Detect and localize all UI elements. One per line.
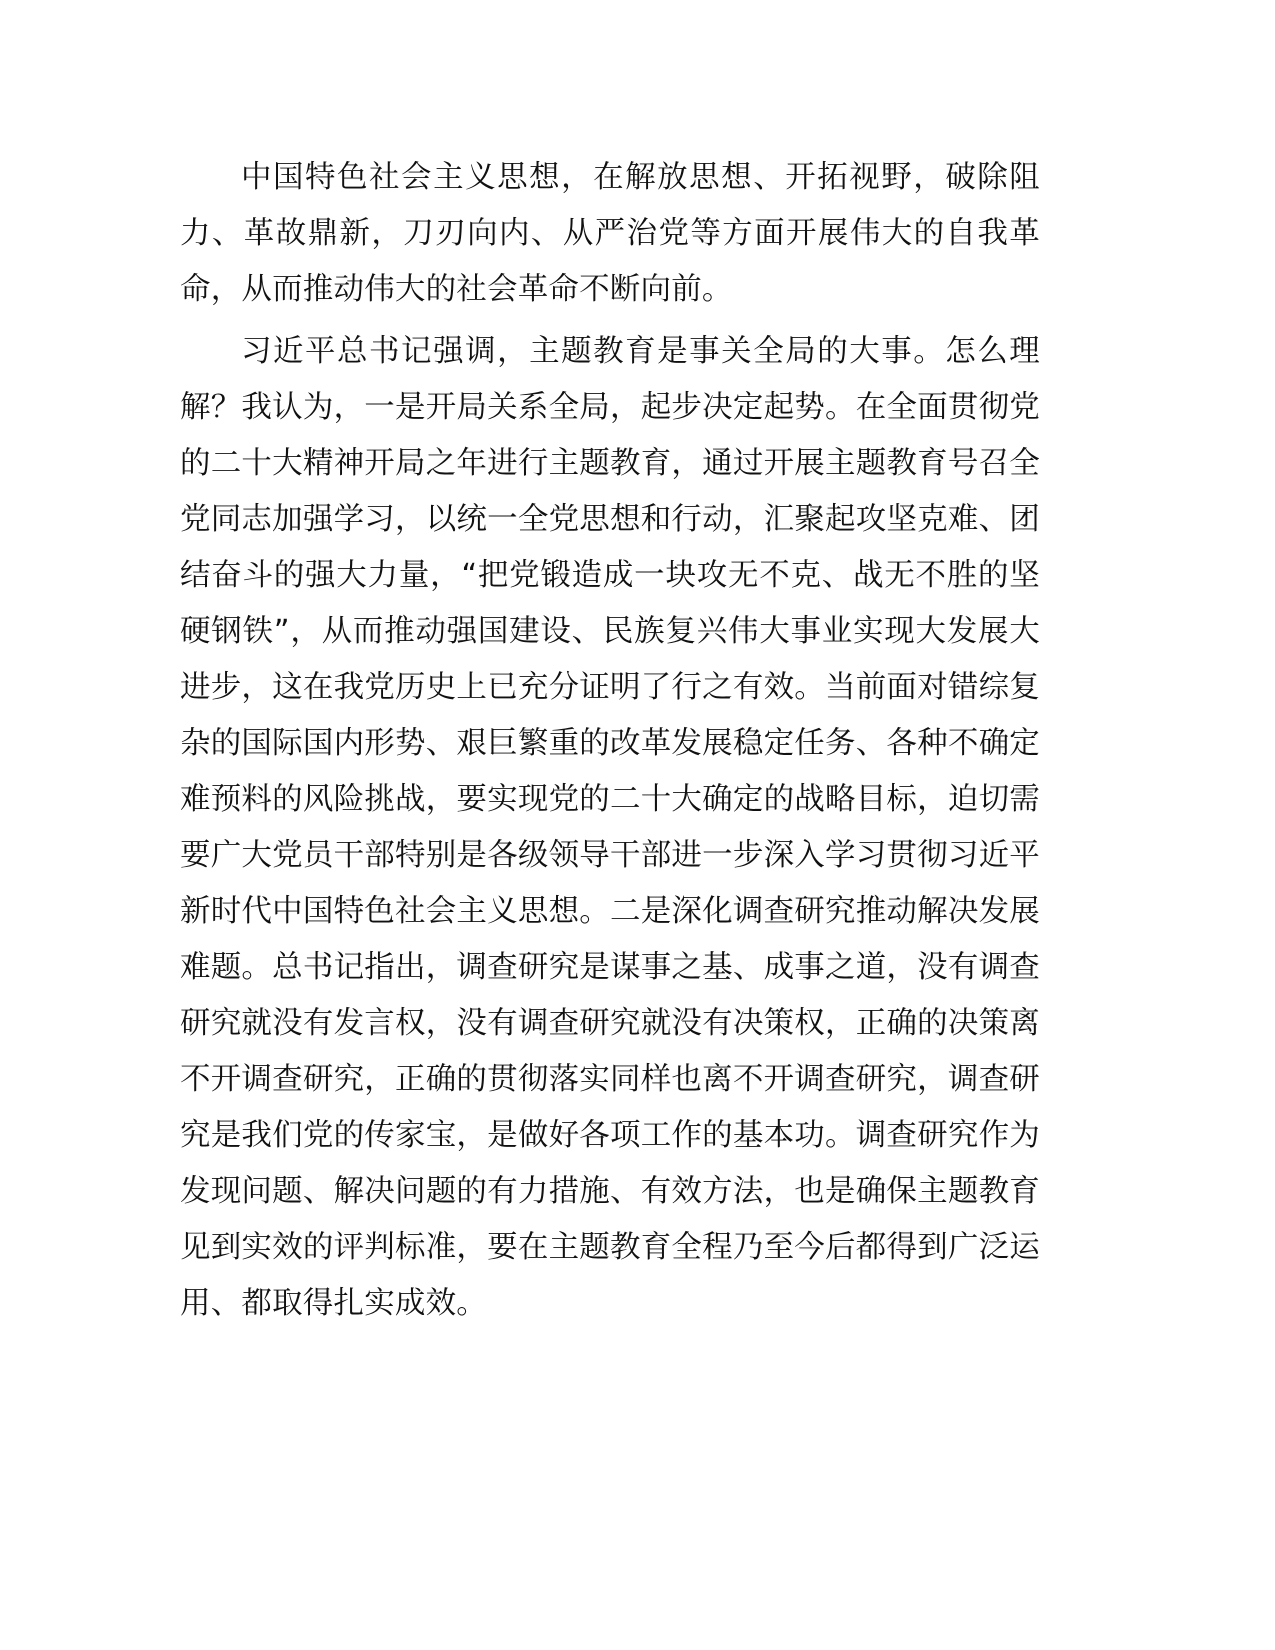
paragraph-1: 中国特色社会主义思想，在解放思想、开拓视野，破除阻力、革故鼎新，刀刃向内、从严治党等方面开展伟大的自我革命，从而推动伟大的社会革命不断向前。 [180,160,1040,307]
document-body [180,150,1040,1332]
paragraph-2: 习近平总书记强调，主题教育是事关全局的大事。怎么理解？我认为，一是开局关系全局，起步决定起势。在全面贯彻党的二十大精神开局之年进行主题教育，通过开展主题教育号召全党同志加强学习，以统一全党思想和行动，汇聚起攻坚克难、团结奋斗的强大力量，“把党锻造成一块攻无不克、战无不胜的坚硬钢铁”，从而推动强国建设、民族复兴伟大事业实现大发展大进步，这在我党历史上已充分证明了行之有效。当前面对错综复杂的国际国内形势、艰巨繁重的改革发展稳定任务、各种不确定难预料的风险挑战，要实现党的二十大确定的战略目标，迫切需要广大党员干部特别是各级领导干部进一步深入学习贯彻习近平新时代中国特色社会主义思想。二是深化调查研究推动解决发展难题。总书记指出，调查研究是谋事之基、成事之道，没有调查研究就没有发言权，没有调查研究就没有决策权，正确的决策离不开调查研究，正确的贯彻落实同样也离不开调查研究，调查研究是我们党的传家宝，是做好各项工作的基本功。调查研究作为发现问题、解决问题的有力措施、有效方法，也是确保主题教育见到实效的评判标准，要在主题教育全程乃至今后都得到广泛运用、都取得扎实成效。 [180,334,1040,1321]
